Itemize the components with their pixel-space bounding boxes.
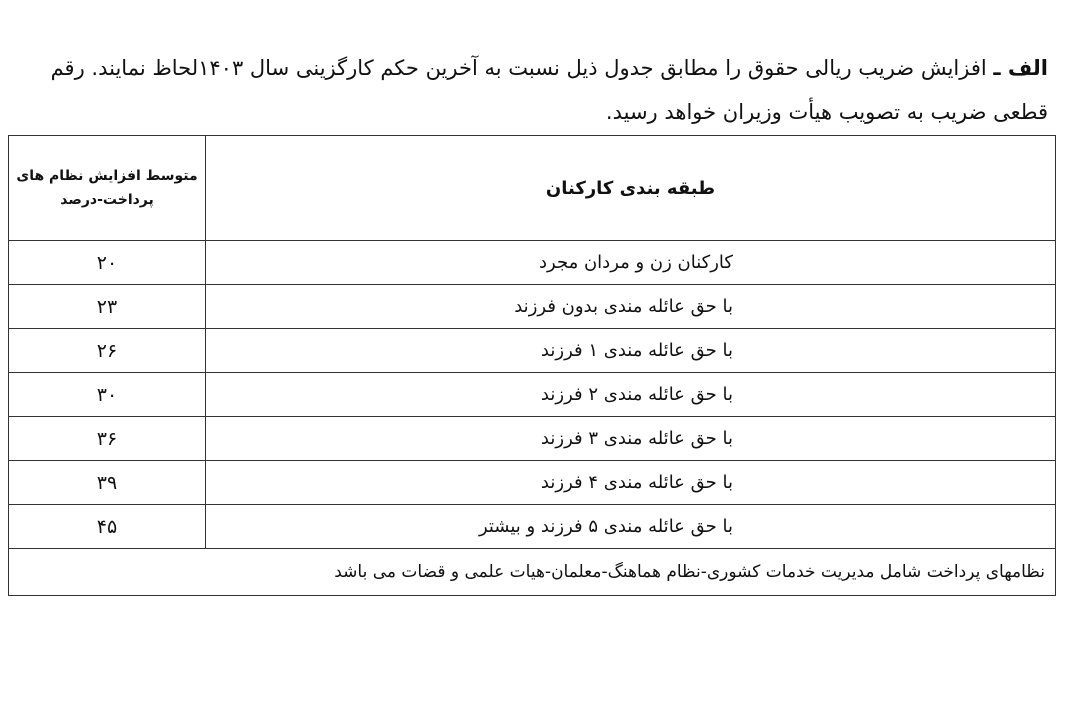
table-footnote-row — [9, 549, 1056, 596]
header-average-increase-line-1: متوسط افزایش نظام های — [16, 168, 198, 184]
row-label: با حق عائله مندی بدون فرزند — [206, 285, 1056, 329]
intro-paragraph — [18, 46, 1048, 134]
table-header-row — [9, 136, 1056, 241]
intro-line-1-text: افزایش ضریب ریالی حقوق را مطابق جدول ذیل نسبت به آخرین حکم کارگزینی سال ۱۴۰۳لحاظ نمایند. رقم — [50, 56, 994, 80]
row-value: ۳۰ — [9, 373, 206, 417]
header-average-increase-line-2: پرداخت-درصد — [60, 192, 154, 208]
row-label: با حق عائله مندی ۴ فرزند — [206, 461, 1056, 505]
row-value: ۳۹ — [9, 461, 206, 505]
row-label: با حق عائله مندی ۳ فرزند — [206, 417, 1056, 461]
section-label: الف ـ — [993, 56, 1048, 80]
row-value: ۴۵ — [9, 505, 206, 549]
intro-line-1 — [18, 46, 1048, 90]
header-employee-classification: طبقه بندی کارکنان — [206, 136, 1056, 241]
row-value: ۲۳ — [9, 285, 206, 329]
intro-line-2: قطعی ضریب به تصویب هیأت وزیران خواهد رسید. — [605, 100, 1048, 124]
salary-increase-table — [8, 135, 1056, 596]
table-row — [9, 505, 1056, 549]
table-row — [9, 285, 1056, 329]
row-value: ۲۶ — [9, 329, 206, 373]
table-row — [9, 417, 1056, 461]
row-value: ۲۰ — [9, 241, 206, 285]
table-row — [9, 329, 1056, 373]
row-label: با حق عائله مندی ۵ فرزند و بیشتر — [206, 505, 1056, 549]
row-label: با حق عائله مندی ۱ فرزند — [206, 329, 1056, 373]
table-row — [9, 461, 1056, 505]
table-row — [9, 241, 1056, 285]
table-row — [9, 373, 1056, 417]
header-average-increase — [9, 136, 206, 241]
row-label: کارکنان زن و مردان مجرد — [206, 241, 1056, 285]
table-footnote: نظامهای پرداخت شامل مدیریت خدمات کشوری-نظام هماهنگ-معلمان-هیات علمی و قضات می باشد — [9, 549, 1056, 596]
row-label: با حق عائله مندی ۲ فرزند — [206, 373, 1056, 417]
row-value: ۳۶ — [9, 417, 206, 461]
